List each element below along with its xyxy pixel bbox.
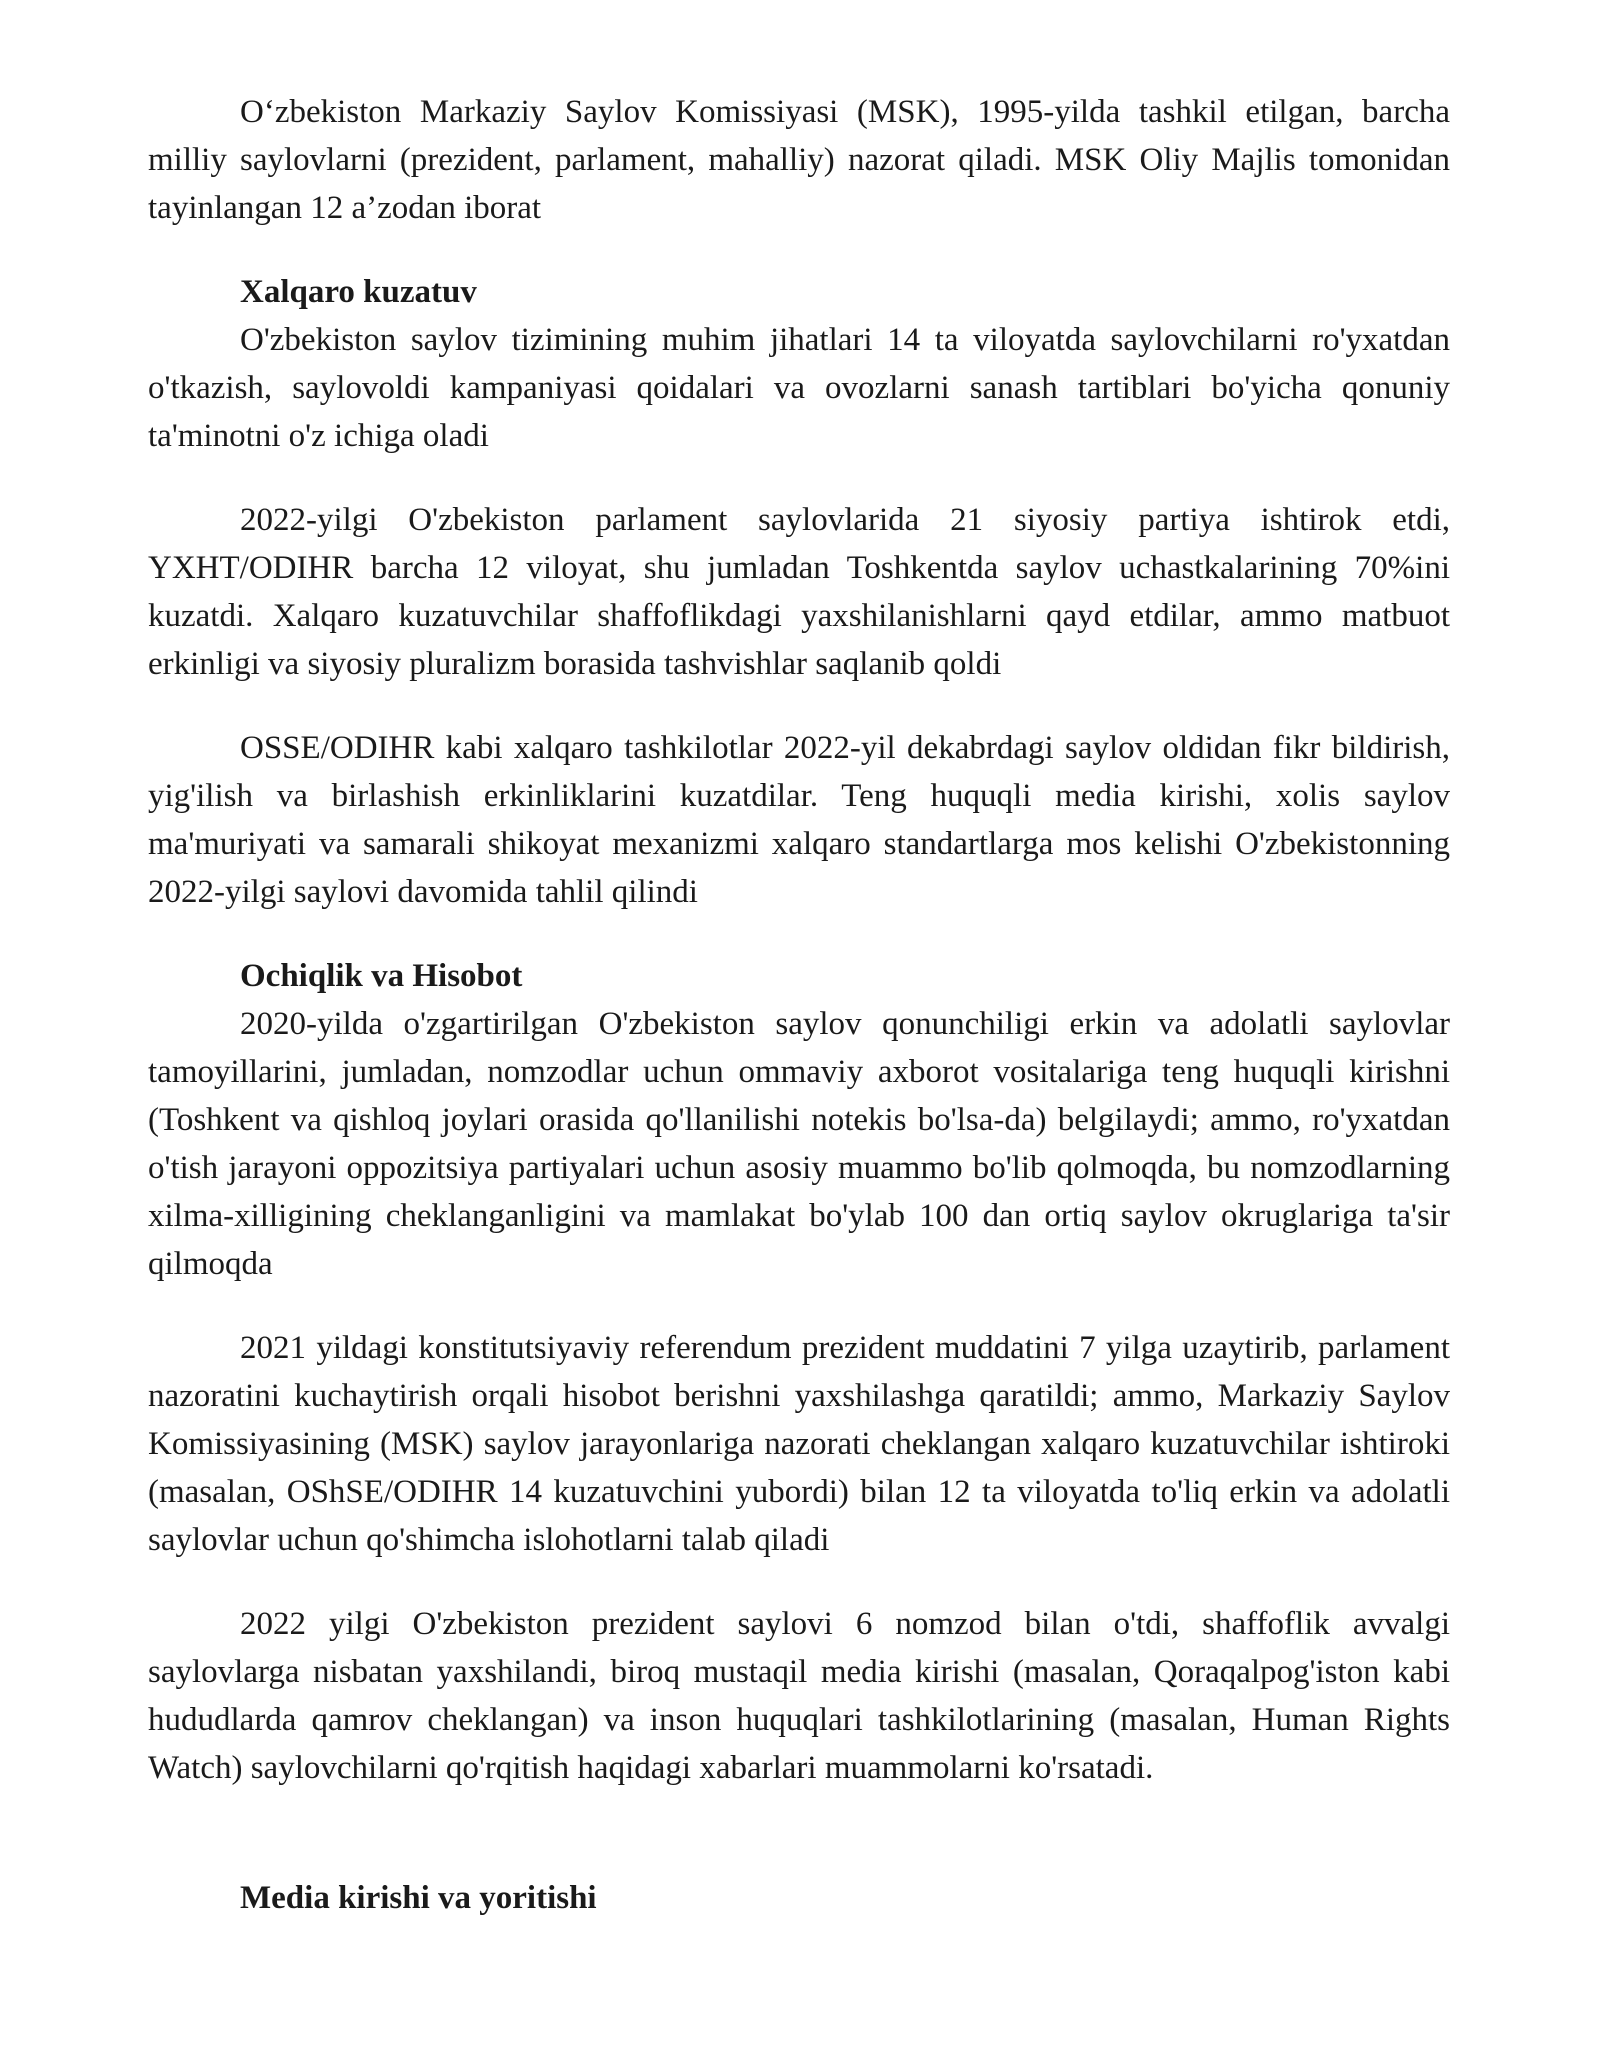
paragraph-gap <box>148 232 1450 268</box>
paragraph-gap <box>148 460 1450 496</box>
paragraph-gap <box>148 688 1450 724</box>
paragraph-gap <box>148 1564 1450 1600</box>
paragraph-parliament-elections-2022: 2022-yilgi O'zbekiston parlament saylovlarida 21 siyosiy partiya ishtirok etdi, YXHT/ODIHR barcha 12 viloyat, shu jumladan Toshkentda saylov uchastkalarining 70%ini kuzatdi. Xalqaro kuzatuvchilar shaffoflikdagi yaxshilanishlarni qayd etdilar, ammo matbuot erkinligi va siyosiy pluralizm borasida tashvishlar saqlanib qoldi <box>148 502 1450 682</box>
paragraph-osce-odihr: OSSE/ODIHR kabi xalqaro tashkilotlar 2022-yil dekabrdagi saylov oldidan fikr bildirish, yig'ilish va birlashish erkinliklarini kuzatdilar. Teng huquqli media kirishi, xolis saylov ma'muriyati va samarali shikoyat mexanizmi xalqaro standartlarga mos kelishi O'zbekistonning 2022-yilgi saylovi davomida tahlil qilindi <box>148 730 1450 910</box>
paragraph-presidential-election-2022: 2022 yilgi O'zbekiston prezident saylovi 6 nomzod bilan o'tdi, shaffoflik avvalgi saylovlarga nisbatan yaxshilandi, biroq mustaqil media kirishi (masalan, Qoraqalpog'iston kabi hududlarda qamrov cheklangan) va inson huquqlari tashkilotlarining (masalan, Human Rights Watch) saylovchilarni qo'rqitish haqidagi xabarlari muammolarni ko'rsatadi. <box>148 1606 1450 1786</box>
paragraph-referendum-2021: 2021 yildagi konstitutsiyaviy referendum prezident muddatini 7 yilga uzaytirib, parlament nazoratini kuchaytirish orqali hisobot berishni yaxshilashga qaratildi; ammo, Markaziy Saylov Komissiyasining (MSK) saylov jarayonlariga nazorati cheklangan xalqaro kuzatuvchilar ishtiroki (masalan, OShSE/ODIHR 14 kuzatuvchini yubordi) bilan 12 ta viloyatda to'liq erkin va adolatli saylovlar uchun qo'shimcha islohotlarni talab qiladi <box>148 1330 1450 1558</box>
paragraph-election-law-2020: 2020-yilda o'zgartirilgan O'zbekiston saylov qonunchiligi erkin va adolatli saylovlar tamoyillarini, jumladan, nomzodlar uchun ommaviy axborot vositalariga teng huquqli kirishni (Toshkent va qishloq joylari orasida qo'llanilishi notekis bo'lsa-da) belgilaydi; ammo, ro'yxatdan o'tish jarayoni oppozitsiya partiyalari uchun asosiy muammo bo'lib qolmoqda, bu nomzodlarning xilma-xilligining cheklanganligini va mamlakat bo'ylab 100 dan ortiq saylov okruglariga ta'sir qilmoqda <box>148 1006 1450 1282</box>
heading-openness-accountability: Ochiqlik va Hisobot <box>240 958 523 994</box>
paragraph-gap <box>148 916 1450 952</box>
paragraph-gap <box>148 1288 1450 1324</box>
heading-media-access: Media kirishi va yoritishi <box>240 1880 597 1916</box>
paragraph-gap <box>148 1792 1450 1874</box>
paragraph-msk-intro: O‘zbekiston Markaziy Saylov Komissiyasi (MSK), 1995-yilda tashkil etilgan, barcha milliy saylovlarni (prezident, parlament, mahalliy) nazorat qiladi. MSK Oliy Majlis tomonidan tayinlangan 12 a’zodan iborat <box>148 94 1450 226</box>
heading-international-observation: Xalqaro kuzatuv <box>240 274 477 310</box>
document-page <box>148 88 1450 1922</box>
paragraph-electoral-system: O'zbekiston saylov tizimining muhim jihatlari 14 ta viloyatda saylovchilarni ro'yxatdan o'tkazish, saylovoldi kampaniyasi qoidalari va ovozlarni sanash tartiblari bo'yicha qonuniy ta'minotni o'z ichiga oladi <box>148 322 1450 454</box>
